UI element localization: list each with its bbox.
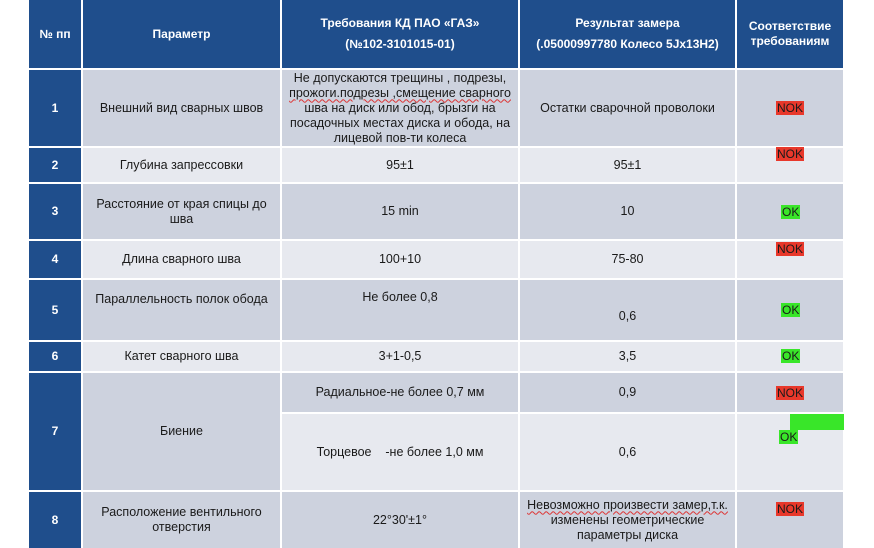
row-2-num-label: 2 [51,157,59,172]
header-comp-line1: Соответствие [748,19,832,33]
row-7a-requirement [282,373,518,412]
row-4-param-label: Длина сварного шва [122,252,241,266]
row-2-param-label: Глубина запрессовки [119,157,244,172]
row-8-num-label: 8 [51,512,59,527]
row-2-req-label: 95±1 [386,157,414,172]
row-1-status-badge: NOK [777,101,804,115]
row-2-result [520,148,735,182]
row-8-param-line1: Расположение вентильного [101,505,262,519]
row-3-num [29,184,81,239]
header-num-label: № пп [39,26,71,41]
row-1-requirement [282,70,518,146]
row-3-req-label: 15 min [381,204,419,218]
row-6-requirement [282,342,518,371]
header-req-line1: Требования КД ПАО «ГАЗ» [320,16,480,30]
row-8-status-badge: NOK [777,502,804,516]
row-1-req-line1: Не допускаются трещины , подрезы, [293,70,507,85]
row-8-num [29,492,81,548]
row-8-param [83,492,280,548]
row-7a-result [520,373,735,412]
row-7a-status-badge: NOK [777,386,804,400]
row-4-result [520,241,735,278]
row-1-num [29,70,81,146]
header-res-line2: (.05000997780 Колесо 5Jx13H2) [536,37,719,51]
row-6-result [520,342,735,371]
row-7a-result-label: 0,9 [618,385,637,399]
row-4-num [29,241,81,278]
row-4-result-label: 75-80 [611,252,644,266]
row-7b-requirement [282,414,518,490]
row-2-status-badge: NOK [777,147,804,161]
row-7b-result-label: 0,6 [618,445,637,459]
header-req-line2: (№102-3101015-01) [345,37,455,51]
header-param [83,0,280,68]
row-8-result-line3: параметры диска [576,527,679,542]
header-compliance [737,0,843,68]
row-1-req-line4: посадочных местах диска и обода, на [289,115,511,130]
row-4-requirement [282,241,518,278]
row-6-result-label: 3,5 [618,349,637,363]
row-6-req-label: 3+1-0,5 [378,349,422,363]
header-requirements [282,0,518,68]
row-3-param-line1: Расстояние от края спицы до [96,196,267,211]
row-7-param [83,373,280,490]
row-4-num-label: 4 [51,252,59,266]
row-7-num [29,373,81,490]
row-3-result [520,184,735,239]
row-6-param-label: Катет сварного шва [124,349,239,363]
row-5-param-label: Параллельность полок обода [95,292,268,306]
row-8-compliance [737,492,843,548]
row-6-param [83,342,280,371]
row-1-param-label: Внешний вид сварных швов [99,100,264,115]
row-3-status-badge: OK [782,205,800,219]
row-5-result-label: 0,6 [618,309,637,323]
row-1-result [520,70,735,146]
row-4-param [83,241,280,278]
row-6-num-label: 6 [51,349,59,363]
row-4-status-badge: NOK [777,242,804,256]
row-7b-req-label: Торцевое -не более 1,0 мм [316,445,484,459]
row-8-param-line2: отверстия [152,520,211,534]
row-7-num-label: 7 [51,424,59,438]
row-4-req-label: 100+10 [378,252,422,266]
row-6-status-badge: OK [782,349,800,363]
row-8-req-label: 22°30'±1° [372,512,427,527]
row-1-param [83,70,280,146]
row-5-param [83,280,280,340]
row-2-num [29,148,81,182]
row-5-num [29,280,81,340]
row-5-num-label: 5 [51,302,59,317]
row-5-result [520,280,735,340]
row-5-req-label: Не более 0,8 [362,290,438,304]
row-1-req-line3: шва на диск или обод, брызги на [304,100,496,115]
row-8-result-line1: Невозможно произвести замер,т.к. [527,497,728,512]
row-1-num-label: 1 [51,100,59,115]
row-8-result-line2: изменены геометрические [550,512,705,527]
row-2-requirement [282,148,518,182]
row-7a-req-label: Радиальное-не более 0,7 мм [315,385,485,399]
row-3-param-line2: шва [169,211,194,226]
row-2-result-label: 95±1 [613,157,642,172]
row-5-requirement [282,280,518,340]
row-1-req-line2: прожоги.подрезы ,смещение сварного [289,85,511,100]
header-num [29,0,81,68]
row-2-param [83,148,280,182]
row-8-result [520,492,735,548]
row-3-num-label: 3 [51,204,59,218]
row-5-status-badge: OK [782,303,800,317]
row-7b-status-badge: OK [780,430,798,444]
header-param-label: Параметр [152,26,211,41]
row-3-param [83,184,280,239]
header-res-line1: Результат замера [575,16,680,30]
row-8-requirement [282,492,518,548]
row-3-requirement [282,184,518,239]
row-7-param-label: Биение [160,424,203,438]
row-6-num [29,342,81,371]
row-7b-result [520,414,735,490]
header-result [520,0,735,68]
row-1-req-line5: лицевой пов-ти колеса [333,130,467,145]
header-comp-line2: требованиям [750,34,830,48]
row-7b-ok-highlight [790,414,844,430]
row-1-result-label: Остатки сварочной проволоки [540,100,715,115]
row-3-result-label: 10 [620,204,635,218]
